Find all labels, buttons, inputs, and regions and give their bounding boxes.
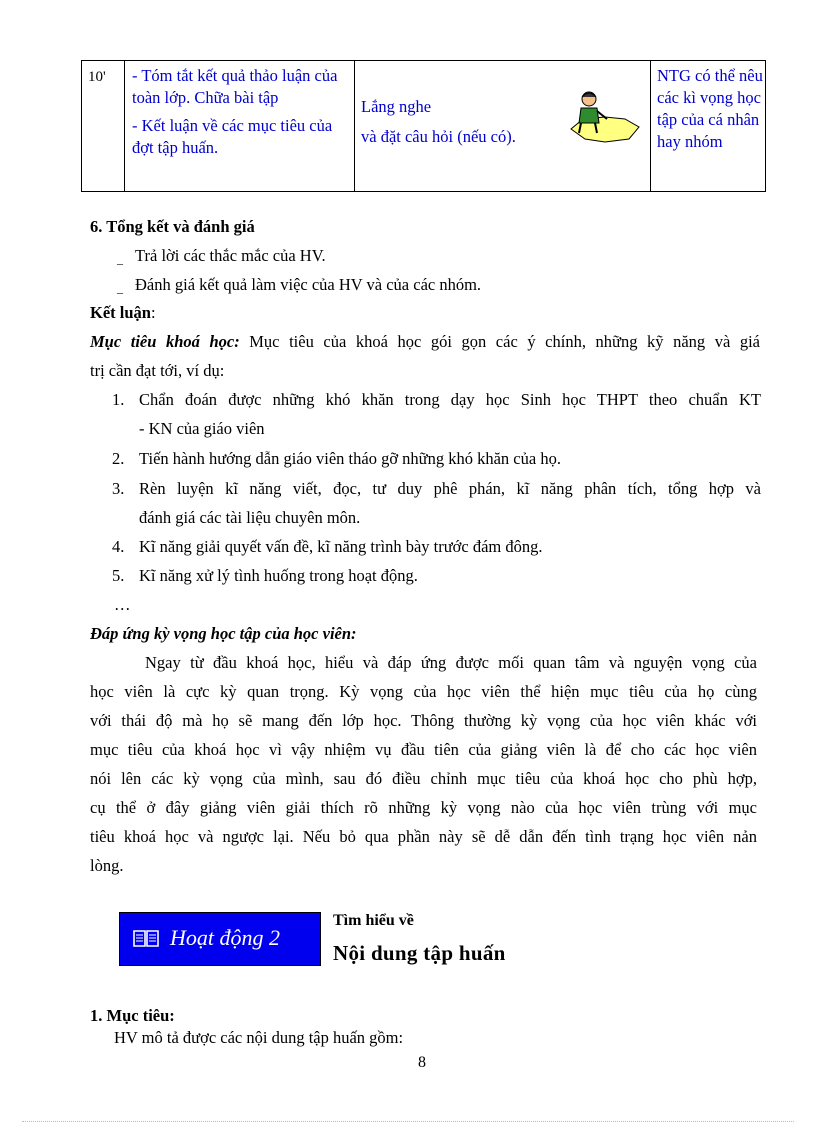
activity-table <box>81 60 766 192</box>
course-goals-intro-1 <box>90 327 760 356</box>
bullet-text-1: Trả lời các thắc mắc của HV. <box>135 246 326 265</box>
goal-line-5: Kĩ năng xử lý tình huống trong hoạt động. <box>139 566 418 585</box>
objectives-title: 1. Mục tiêu: <box>90 1006 175 1025</box>
conclusion-heading <box>90 298 156 327</box>
expectations-label: Đáp ứng kỳ vọng học tập của học viên: <box>90 624 357 643</box>
content-line-1: - Tóm tắt kết quả thảo luận của toàn lớp. Chữa bài tập <box>132 66 338 107</box>
expectations-line: Ngay từ đầu khoá học, hiểu và đáp ứng được mối quan tâm và nguyện vọng của <box>145 653 757 672</box>
list-item <box>117 270 481 303</box>
goal-line-1b: - KN của giáo viên <box>139 419 265 438</box>
goal-line-1a: Chẩn đoán được những khó khăn trong dạy học Sinh học THPT theo chuẩn KT <box>139 390 761 409</box>
dash-bullet-icon: _ <box>117 252 123 266</box>
activity-box <box>119 912 321 966</box>
activity-box-label: Hoạt động 2 <box>170 925 280 950</box>
table-row <box>82 61 766 192</box>
expectations-paragraph <box>90 648 757 880</box>
content-cell <box>125 61 355 192</box>
bullet-text-2: Đánh giá kết quả làm việc của HV và của các nhóm. <box>135 275 482 294</box>
goal-num-5: 5. <box>112 566 125 585</box>
course-goals-intro-text: Mục tiêu của khoá học gói gọn các ý chính, những kỹ năng và giá <box>249 332 760 351</box>
goals-ellipsis: … <box>114 595 131 614</box>
goal-line-4: Kĩ năng giải quyết vấn đề, kĩ năng trình bày trước đám đông. <box>139 537 543 556</box>
goal-num-2: 2. <box>112 449 125 468</box>
goal-num-4: 4. <box>112 537 125 556</box>
content-line-2: - Kết luận về các mục tiêu của đợt tập huấn. <box>132 116 333 157</box>
goal-line-3b: đánh giá các tài liệu chuyên môn. <box>139 508 361 527</box>
page-edge-divider <box>22 1121 794 1122</box>
goal-line-2: Tiến hành hướng dẫn giáo viên tháo gỡ những khó khăn của họ. <box>139 449 561 468</box>
expectations-line: học viên là cực kỳ quan trọng. Kỳ vọng của học viên thể hiện mục tiêu của họ cùng <box>90 682 757 701</box>
activity-title: Nội dung tập huấn <box>333 941 506 965</box>
expectations-line: mục tiêu của khoá học vì vậy nhiệm vụ đầu tiên của giảng viên là để cho các học viên <box>90 740 757 759</box>
conclusion-label: Kết luận <box>90 303 151 322</box>
participant-line-1: Lắng nghe <box>361 97 432 116</box>
course-goals-label: Mục tiêu khoá học: <box>90 332 240 351</box>
expectations-line: nói lên các kỳ vọng của mình, sau đó điều chỉnh mục tiêu của khoá học cho phù hợp, <box>90 769 757 788</box>
expectations-line: lòng. <box>90 856 124 875</box>
section6-title: 6. Tổng kết và đánh giá <box>90 217 255 236</box>
activity-subtitle: Tìm hiểu về <box>333 912 414 929</box>
teacher-figure-icon <box>565 89 641 145</box>
participant-line-2: và đặt câu hỏi (nếu có). <box>361 127 516 146</box>
dash-bullet-icon: _ <box>117 281 123 295</box>
conclusion-colon: : <box>150 303 156 322</box>
page-number: 8 <box>418 1054 426 1071</box>
goal-num-1: 1. <box>112 390 125 409</box>
objectives-text: HV mô tả được các nội dung tập huấn gồm: <box>114 1028 404 1047</box>
note-cell <box>651 61 766 192</box>
participant-cell <box>355 61 651 192</box>
expectations-line: tiêu khoá học và ngược lại. Nếu bỏ qua phần này sẽ dễ dẫn đến tình trạng học viên nản <box>90 827 757 846</box>
expectations-line: với thái độ mà họ sẽ mang đến lớp học. Thông thường kỳ vọng của học viên khác với <box>90 711 757 730</box>
time-cell: 10' <box>82 61 125 192</box>
course-goals-intro-2: trị cần đạt tới, ví dụ: <box>90 361 225 380</box>
goal-line-3a: Rèn luyện kĩ năng viết, đọc, tư duy phê phán, kĩ năng phân tích, tổng hợp và <box>139 479 761 498</box>
note-text: NTG có thể nêu các kì vọng học tập của cá nhân hay nhóm <box>657 66 763 151</box>
open-book-icon <box>132 928 160 948</box>
expectations-line: cụ thể ở đây giảng viên giải thích rõ những kỳ vọng nào của học viên trùng với mục <box>90 798 757 817</box>
goal-num-3: 3. <box>112 479 125 498</box>
